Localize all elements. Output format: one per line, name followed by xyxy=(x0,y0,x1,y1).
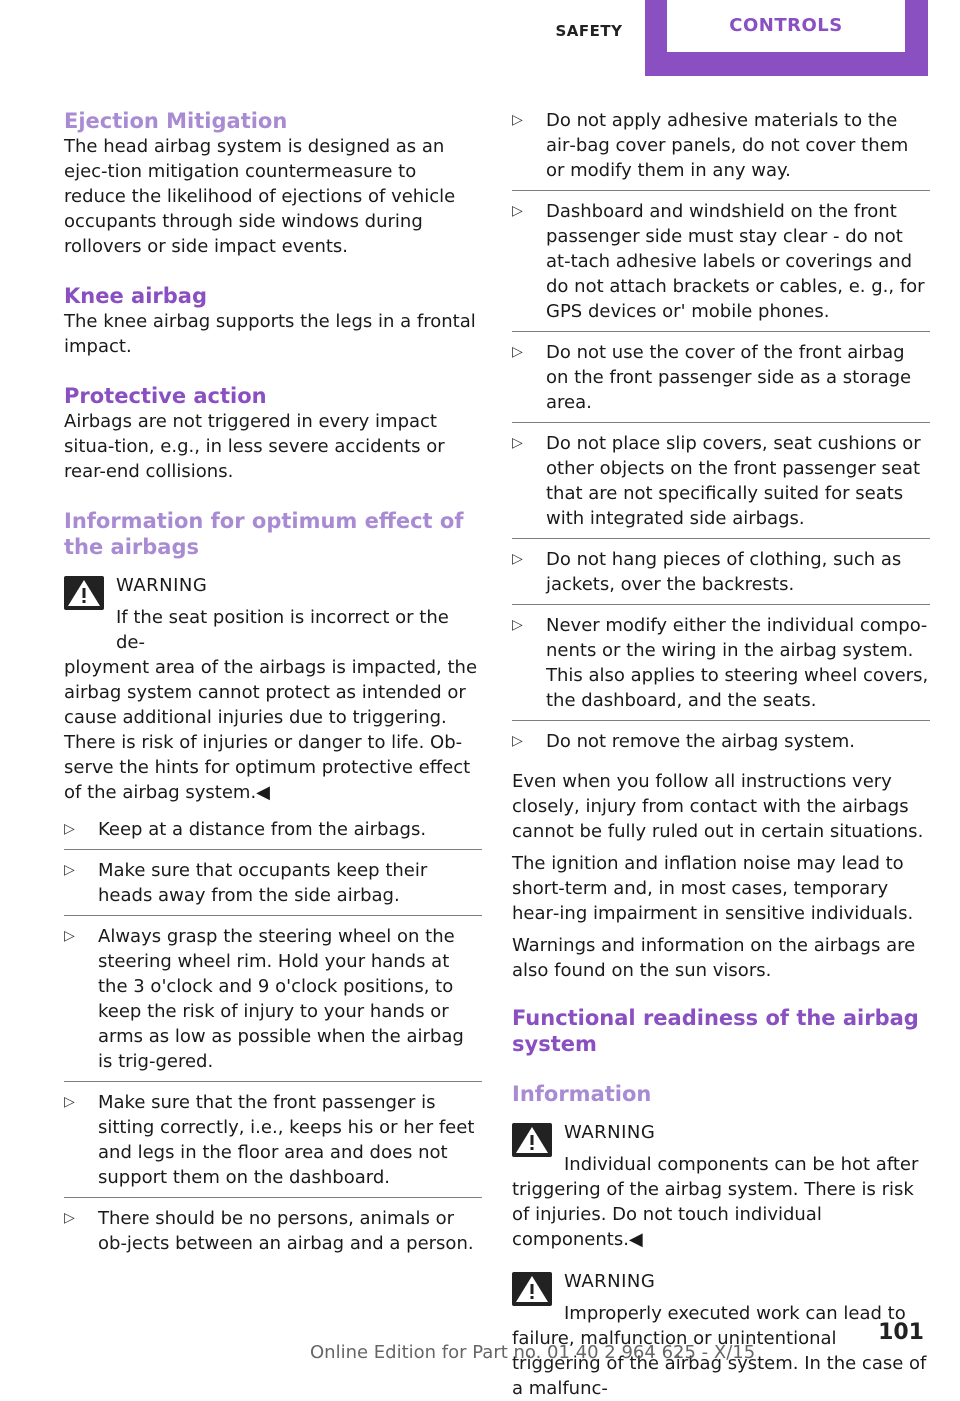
paragraph-instructions: Even when you follow all instructions very closely, injury from contact with the airbags cannot be fully ruled out in certain situations. xyxy=(512,771,924,842)
list-item: ▷ Do not place slip covers, seat cushions or other objects on the front passenger seat that are not specifically suited for seats with integrated side airbags. xyxy=(512,431,930,539)
section-ejection-mitigation xyxy=(64,108,482,259)
heading-functional-readiness: Functional readiness of the airbag system xyxy=(512,1006,919,1056)
knee-airbag-text: The knee airbag supports the legs in a frontal impact. xyxy=(64,311,476,357)
paragraph-noise: The ignition and inflation noise may lead to short-term and, in most cases, temporary hear‐ing impairment in sensitive individuals. xyxy=(512,853,914,924)
warning-title: WARNING xyxy=(564,1271,656,1292)
heading-information: Information xyxy=(512,1082,652,1106)
warning-block xyxy=(64,574,482,805)
list-item: ▷ There should be no persons, animals or ob‐jects between an airbag and a person. xyxy=(64,1208,474,1254)
warning-text: failure, malfunction or unintentional triggering of the airbag system. In the case of a malfunc‐ xyxy=(512,1328,927,1399)
section-optimum-effect xyxy=(64,508,482,1263)
left-column xyxy=(64,108,482,1271)
tab-safety[interactable]: SAFETY xyxy=(555,22,623,40)
page-number: 101 xyxy=(878,1320,924,1345)
header-tabs xyxy=(0,0,960,78)
list-item: ▷ Do not hang pieces of clothing, such as jackets, over the backrests. xyxy=(512,547,930,605)
triangle-bullet-icon: ▷ xyxy=(512,344,523,360)
list-item: ▷ Never modify either the individual compo‐nents or the wiring in the airbag system. This also applies to steering wheel covers, the dashboard, and the seats. xyxy=(512,613,930,721)
warning-text-first: Individual components can be hot after xyxy=(564,1154,919,1175)
list-item: ▷ Always grasp the steering wheel on the steering wheel rim. Hold your hands at the 3 o'clock and 9 o'clock positions, to keep the risk of injury to your hands or arms as low as possible when the airbag is trig‐gered. xyxy=(64,924,482,1082)
protective-action-text: Airbags are not triggered in every impact situa‐tion, e.g., in less severe accidents or rear-end collisions. xyxy=(64,411,445,482)
section-protective-action xyxy=(64,383,482,484)
warning-icon xyxy=(512,1272,552,1306)
warning-text: triggering of the airbag system. There is risk of injuries. Do not touch individual components.◀ xyxy=(512,1179,914,1250)
warning-icon xyxy=(512,1123,552,1157)
triangle-bullet-icon: ▷ xyxy=(64,1094,75,1110)
triangle-bullet-icon: ▷ xyxy=(512,203,523,219)
list-item: ▷ Do not use the cover of the front airbag on the front passenger side as a storage area. xyxy=(512,340,930,423)
triangle-bullet-icon: ▷ xyxy=(512,435,523,451)
triangle-bullet-icon: ▷ xyxy=(512,617,523,633)
triangle-bullet-icon: ▷ xyxy=(64,1210,75,1226)
heading-protective-action: Protective action xyxy=(64,384,267,408)
heading-optimum-effect: Information for optimum effect of the airbags xyxy=(64,509,464,559)
warning-icon xyxy=(64,576,104,610)
heading-knee-airbag: Knee airbag xyxy=(64,284,207,308)
page-footer xyxy=(0,1318,960,1362)
heading-ejection-mitigation: Ejection Mitigation xyxy=(64,109,288,133)
ejection-mitigation-text: The head airbag system is designed as an ejec‐tion mitigation countermeasure to reduce the likelihood of ejections of vehicle occupants through side windows during rollovers or side impact events. xyxy=(64,136,456,257)
triangle-bullet-icon: ▷ xyxy=(512,112,523,128)
list-item: ▷ Dashboard and windshield on the front passenger side must stay clear - do not at‐tach adhesive labels or coverings and do not attach brackets or cables, e. g., for GPS devices or' mobile phones. xyxy=(512,199,930,332)
warning-text-first: Improperly executed work can lead to xyxy=(564,1303,906,1324)
triangle-bullet-icon: ▷ xyxy=(64,821,75,837)
warning-block xyxy=(512,1121,930,1252)
section-knee-airbag xyxy=(64,283,482,359)
right-bullet-list xyxy=(512,108,930,761)
list-item: ▷ Keep at a distance from the airbags. xyxy=(64,817,482,850)
list-item: ▷ Do not apply adhesive materials to the air‐bag cover panels, do not cover them or modify them in any way. xyxy=(512,108,930,191)
right-column xyxy=(512,108,930,1401)
triangle-bullet-icon: ▷ xyxy=(64,862,75,878)
left-bullet-list xyxy=(64,817,482,1263)
tab-controls[interactable]: CONTROLS xyxy=(667,0,905,52)
paragraph-sun-visors: Warnings and information on the airbags are also found on the sun visors. xyxy=(512,935,916,981)
edition-note: Online Edition for Part no. 01 40 2 964 625 - X/15 xyxy=(310,1342,756,1363)
list-item: ▷ Make sure that the front passenger is sitting correctly, i.e., keeps his or her feet and legs in the floor area and does not support them on the dashboard. xyxy=(64,1090,482,1198)
list-item: ▷ Do not remove the airbag system. xyxy=(512,731,855,752)
warning-text: ployment area of the airbags is impacted, the airbag system cannot protect as intended or cause additional injuries due to triggering. There is risk of injuries or danger to life. Ob‐serve the hints for optimum protective effect of the airbag system.◀ xyxy=(64,657,478,803)
list-item: ▷ Make sure that occupants keep their heads away from the side airbag. xyxy=(64,858,482,916)
triangle-bullet-icon: ▷ xyxy=(64,928,75,944)
warning-title: WARNING xyxy=(116,575,208,596)
triangle-bullet-icon: ▷ xyxy=(512,733,523,749)
triangle-bullet-icon: ▷ xyxy=(512,551,523,567)
warning-title: WARNING xyxy=(564,1122,656,1143)
warning-text-first: If the seat position is incorrect or the de‐ xyxy=(116,607,449,653)
